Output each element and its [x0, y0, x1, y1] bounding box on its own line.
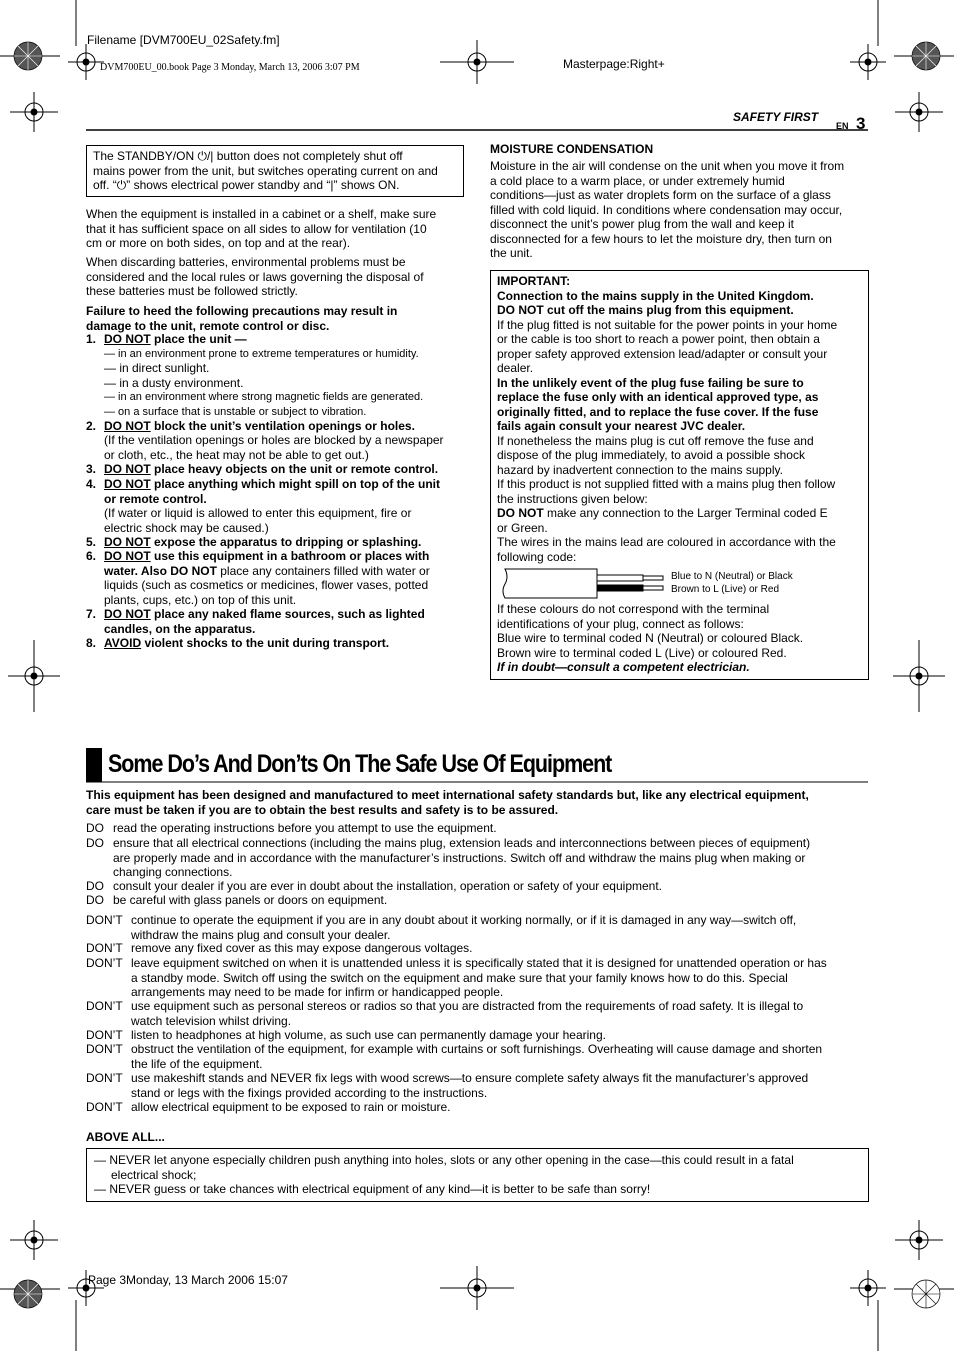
dont-label: DON’T [86, 913, 123, 927]
precaution-6-bold: water. Also DO NOT [104, 563, 217, 578]
precaution-2-number: 2. [86, 419, 97, 433]
page-lang: EN [836, 121, 849, 131]
important-bold-line: In the unlikely event of the plug fuse failing be sure to [497, 375, 804, 390]
batteries-paragraph [86, 255, 466, 299]
standby-line-2: mains power from the unit, but switches operating current on and [93, 163, 438, 178]
important-bold-line: fails again consult your nearest JVC dealer. [497, 419, 746, 433]
important-donot-text: make any connection to the Larger Terminal coded E [543, 506, 828, 520]
do-item [113, 893, 867, 908]
important-line: dispose of the plug immediately, to avoid a possible shock [497, 448, 805, 462]
precaution-6-normal: place any containers filled with water or [216, 563, 430, 578]
precaution-5 [104, 535, 464, 550]
wire-brown-label: Brown to L (Live) or Red [671, 584, 780, 595]
precaution-2-note-line: or cloth, etc., the heat may not be able to get out.) [104, 447, 369, 462]
important-line: Brown wire to terminal coded L (Live) or coloured Red. [497, 645, 787, 660]
moisture-line: Moisture in the air will condense on the unit when you move it from [490, 159, 845, 173]
important-line: the instructions given below: [497, 491, 648, 506]
do-label: DO [86, 879, 104, 893]
batteries-line: these batteries must be followed strictly. [86, 284, 298, 298]
do-item-line: consult your dealer if you are ever in doubt about the installation, operation or safety of your equipment. [113, 879, 662, 893]
important-line: The wires in the mains lead are coloured in accordance with the [497, 535, 836, 549]
precaution-4-note-line: (If water or liquid is allowed to enter this equipment, fire or [104, 506, 412, 520]
do-label: DO [86, 893, 104, 907]
precaution-4-note [104, 506, 464, 535]
important-bold-line: originally fitted, and to replace the fuse cover. If the fuse [497, 404, 819, 419]
precaution-1-dash: — on a surface that is unstable or subject to vibration. [104, 406, 367, 418]
precaution-7 [104, 607, 464, 636]
moisture-paragraph [490, 159, 870, 261]
dont-item [131, 956, 867, 1000]
precaution-2-text: block the unit’s ventilation openings or holes. [150, 419, 415, 433]
mains-lead-wire-diagram [499, 567, 669, 601]
batteries-line: considered and the local rules or laws governing the disposal of [86, 269, 424, 284]
precaution-3-text: place heavy objects on the unit or remote control. [150, 462, 439, 476]
dont-item [131, 1028, 867, 1043]
section-intro-line: This equipment has been designed and manufactured to meet international safety standards but, like any electrical equipment, [86, 788, 809, 802]
ventilation-line: When the equipment is installed in a cabinet or a shelf, make sure [86, 207, 437, 221]
dont-item [131, 941, 867, 956]
do-item-line: are properly made and in accordance with the manufacturer’s instructions. Switch off and withdraw the mains plug when making or [113, 850, 806, 865]
section-intro [86, 788, 876, 817]
precaution-4-text-2: or remote control. [104, 491, 207, 506]
section-title-bar [86, 748, 102, 782]
dont-label: DON’T [86, 941, 123, 955]
dont-item [131, 1071, 867, 1100]
do-item [113, 836, 867, 880]
moisture-line: conditions—just as water droplets form on the surface of a glass [490, 188, 831, 202]
important-line: If this product is not supplied fitted with a mains plug then follow [497, 477, 836, 491]
dont-label: DON’T [86, 956, 123, 970]
failure-warning-line: damage to the unit, remote control or disc. [86, 318, 330, 333]
precaution-7-text-2: candles, on the apparatus. [104, 621, 256, 636]
precaution-2-note [104, 433, 464, 462]
do-item-line: read the operating instructions before you attempt to use the equipment. [113, 821, 497, 835]
wire-blue-label: Blue to N (Neutral) or Black [671, 571, 793, 582]
precaution-1-keyword: DO NOT [104, 332, 151, 346]
dont-label: DON’T [86, 1042, 123, 1056]
dont-item-line: withdraw the mains plug and consult your dealer. [131, 927, 391, 942]
do-label: DO [86, 821, 104, 835]
important-line: identifications of your plug, connect as follows: [497, 616, 744, 631]
precaution-6-line: plants, cups, etc.) on top of this unit. [104, 592, 297, 607]
moisture-line: disconnected for a few hours to let the moisture dry, then turn on [490, 231, 832, 246]
print-footer: Page 3Monday, 13 March 2006 15:07 [88, 1273, 288, 1287]
precaution-3-keyword: DO NOT [104, 462, 151, 476]
precaution-7-keyword: DO NOT [104, 607, 151, 621]
precaution-1-number: 1. [86, 332, 97, 346]
precaution-1 [104, 332, 464, 347]
page-number: 3 [856, 114, 866, 133]
important-line: hazard by inadvertent connection to the mains supply. [497, 462, 783, 477]
precaution-6-text: use this equipment in a bathroom or places with [150, 549, 430, 563]
precaution-5-text: expose the apparatus to dripping or splashing. [150, 535, 422, 549]
precaution-4-text: place anything which might spill on top of the unit [150, 477, 440, 491]
do-label: DO [86, 836, 104, 850]
never-line: electrical shock; [111, 1167, 197, 1182]
precaution-1-dash: — in direct sunlight. [104, 361, 210, 375]
precaution-1-dash: — in a dusty environment. [104, 376, 244, 390]
precaution-8 [104, 636, 464, 651]
dont-item-line: arrangements may need to be made for infirm or handicapped people. [131, 985, 504, 999]
important-line: or the cable is too short to reach a power point, then obtain a [497, 332, 820, 346]
batteries-line: When discarding batteries, environmental problems must be [86, 255, 406, 269]
precaution-8-text: violent shocks to the unit during transport. [141, 636, 390, 650]
precaution-7-number: 7. [86, 607, 97, 621]
standby-line-1: The STANDBY/ON ⏻/| button does not completely shut off [93, 149, 403, 163]
do-item [113, 821, 867, 836]
dont-item-line: listen to headphones at high volume, as such use can permanently damage your hearing. [131, 1028, 606, 1042]
precaution-5-keyword: DO NOT [104, 535, 151, 549]
precaution-6-keyword: DO NOT [104, 549, 151, 563]
precaution-4 [104, 477, 464, 506]
dont-item-line: stand or legs with the fixings provided according to the instructions. [131, 1085, 488, 1100]
important-bold-line: DO NOT cut off the mains plug from this equipment. [497, 303, 794, 317]
do-item-line: changing connections. [113, 865, 233, 879]
important-heading: IMPORTANT: [497, 274, 571, 288]
precaution-2-keyword: DO NOT [104, 419, 151, 433]
dont-item-line: watch television whilst driving. [131, 1013, 292, 1028]
important-doubt-line: If in doubt—consult a competent electrician. [497, 660, 750, 674]
do-item [113, 879, 867, 894]
important-line: If the plug fitted is not suitable for the power points in your home [497, 317, 838, 332]
print-book-line: DVM700EU_00.book Page 3 Monday, March 13, 2006 3:07 PM [100, 62, 360, 73]
dont-item-line: the life of the equipment. [131, 1056, 263, 1071]
page-section-name: SAFETY FIRST [733, 110, 819, 124]
precaution-2 [104, 419, 464, 434]
precaution-1-dash: — in an environment where strong magnetic fields are generated. [104, 391, 424, 403]
precaution-4-keyword: DO NOT [104, 477, 151, 491]
never-box [86, 1148, 869, 1202]
dont-label: DON’T [86, 999, 123, 1013]
important-bold-line: Connection to the mains supply in the United Kingdom. [497, 288, 814, 303]
standby-notice-box [86, 145, 464, 197]
moisture-line: a cold place to a warm place, or under extremely humid [490, 173, 785, 188]
ventilation-line: cm or more on both sides, on top and at the rear). [86, 236, 351, 250]
never-line: — NEVER let anyone especially children push anything into holes, slots or any other opening in the case—this could result in a fatal [94, 1153, 794, 1167]
dont-item [131, 913, 867, 942]
important-line: dealer. [497, 361, 534, 375]
failure-warning-line: Failure to heed the following precautions may result in [86, 304, 398, 318]
moisture-heading: MOISTURE CONDENSATION [490, 142, 654, 156]
dont-item-line: use makeshift stands and NEVER fix legs with wood screws—to ensure complete safety always fit the manufacturer’s approved [131, 1071, 809, 1085]
above-all-heading: ABOVE ALL... [86, 1130, 165, 1144]
important-line: following code: [497, 549, 577, 564]
dont-item [131, 1042, 867, 1071]
standby-line-3: off. “⏻” shows electrical power standby and “|” shows ON. [93, 178, 400, 192]
precaution-4-note-line: electric shock may be caused.) [104, 520, 269, 535]
dont-item-line: remove any fixed cover as this may expose dangerous voltages. [131, 941, 473, 955]
precaution-2-note-line: (If the ventilation openings or holes are blocked by a newspaper [104, 433, 444, 447]
precaution-5-number: 5. [86, 535, 97, 549]
precaution-3-number: 3. [86, 462, 97, 476]
precaution-7-text: place any naked flame sources, such as lighted [150, 607, 425, 621]
section-title: Some Do’s And Don’ts On The Safe Use Of Equipment [108, 750, 612, 778]
precaution-3 [104, 462, 464, 477]
dont-label: DON’T [86, 1028, 123, 1042]
important-line: If these colours do not correspond with the terminal [497, 602, 770, 616]
do-item-line: ensure that all electrical connections (including the mains plug, extension leads and interconnections between pieces of equipment) [113, 836, 811, 850]
important-line: or Green. [497, 520, 548, 535]
dont-item-line: leave equipment switched on when it is unattended unless it is specifically stated that it is designed for unattended operation or has [131, 956, 827, 970]
precaution-8-keyword: AVOID [104, 636, 142, 650]
precaution-4-number: 4. [86, 477, 97, 491]
precaution-1-text: place the unit — [150, 332, 247, 346]
do-item-line: be careful with glass panels or doors on equipment. [113, 893, 388, 907]
dont-item-line: obstruct the ventilation of the equipment, for example with curtains or soft furnishings. Overheating will cause damage and shorten [131, 1042, 823, 1056]
ventilation-line: that it has sufficient space on all sides to allow for ventilation (10 [86, 221, 427, 236]
failure-warning [86, 304, 466, 333]
important-line: Blue wire to terminal coded N (Neutral) or coloured Black. [497, 631, 804, 645]
dont-label: DON’T [86, 1071, 123, 1085]
print-filename: Filename [DVM700EU_02Safety.fm] [87, 33, 280, 47]
moisture-line: filled with cold liquid. In conditions where condensation may occur, [490, 202, 843, 217]
moisture-line: the unit. [490, 246, 533, 260]
ventilation-paragraph [86, 207, 466, 251]
precaution-6 [104, 549, 464, 607]
moisture-line: disconnect the unit’s power plug from the wall and keep it [490, 217, 794, 231]
dont-item-line: use equipment such as personal stereos or radios so that you are distracted from the requirements of road safety. It is illegal to [131, 999, 804, 1013]
important-line: proper safety approved extension lead/adapter or consult your [497, 346, 828, 361]
dont-item [131, 1100, 867, 1115]
important-donot: DO NOT [497, 506, 544, 520]
dont-label: DON’T [86, 1100, 123, 1114]
section-intro-line: care must be taken if you are to obtain the best results and safety is to be assured. [86, 802, 559, 817]
important-line: If nonetheless the mains plug is cut off remove the fuse and [497, 433, 814, 448]
never-line: — NEVER guess or take chances with electrical equipment of any kind—it is better to be safe than sorry! [94, 1182, 651, 1196]
precaution-1-dash: — in an environment prone to extreme temperatures or humidity. [104, 348, 419, 360]
important-box [490, 270, 869, 680]
dont-item [131, 999, 867, 1028]
precaution-6-line: liquids (such as cosmetics or medicines, flower vases, potted [104, 578, 429, 592]
print-masterpage: Masterpage:Right+ [563, 57, 665, 71]
precaution-8-number: 8. [86, 636, 97, 650]
important-bold-line: replace the fuse only with an identical approved type, as [497, 390, 819, 404]
dont-item-line: continue to operate the equipment if you are in any doubt about it working normally, or if it is damaged in any way—switch off, [131, 913, 797, 927]
dont-item-line: allow electrical equipment to be exposed to rain or moisture. [131, 1100, 451, 1114]
dont-item-line: a standby mode. Switch off using the switch on the equipment and make sure that your family knows how to do this. Special [131, 970, 788, 985]
precaution-6-number: 6. [86, 549, 97, 563]
